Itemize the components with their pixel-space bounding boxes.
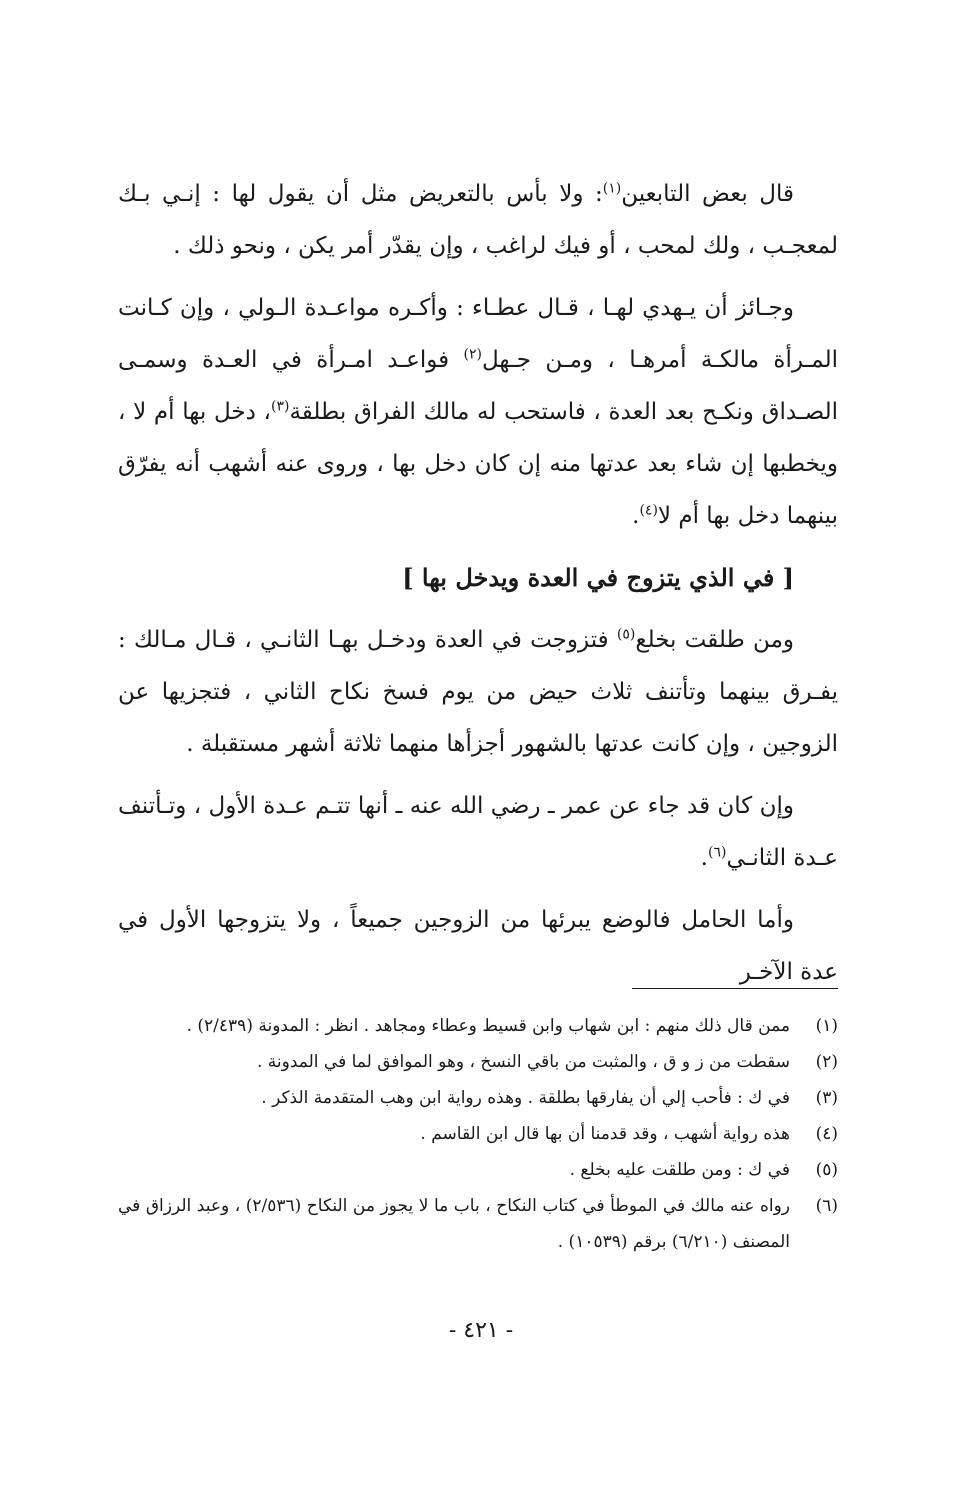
footnote-number: (١) [815, 1016, 838, 1036]
footnote-3 [118, 1080, 838, 1116]
paragraph-4: وإن كان قد جاء عن عمر ـ رضي الله عنه ـ أنها تتـم عـدة الأول ، وتـأتنف عـدة الثانـي$^{(٦)}$. [118, 793, 838, 871]
paragraph-5: وأما الحامل فالوضع يبرئها من الزوجين جميعاً ، ولا يتزوجها الأول في عدة الآخـر [118, 907, 838, 985]
page-number: - ٤٢١ - [448, 1318, 514, 1343]
footnote-6 [118, 1188, 838, 1260]
section-heading: [ في الذي يتزوج في العدة ويدخل بها ] [402, 563, 794, 592]
footnote-ref-2[interactable]: (٢) [463, 346, 482, 363]
footnote-ref-4[interactable]: (٤) [639, 502, 658, 519]
footnote-text: في ك : فأحب إلي أن يفارقها بطلقة . وهذه رواية ابن وهب المتقدمة الذكر . [261, 1088, 790, 1108]
footnote-text: ممن قال ذلك منهم : ابن شهاب وابن قسيط وعطاء ومجاهد . انظر : المدونة (٢/٤٣٩) . [186, 1016, 790, 1036]
footnote-number: (٢) [815, 1052, 838, 1072]
paragraph-3: ومن طلقت بخلع$^{(٥)}$ فتزوجت في العدة ودخـل بهـا الثانـي ، قـال مـالك : يفـرق بينهما وتأتنف ثلاث حيض من يوم فسخ نكاح الثاني ، فتجزيها عن الزوجين ، وإن كانت عدتها بالشهور أجزأها منهما ثلاثة أشهر مستقبلة . [118, 626, 838, 757]
footnote-2 [118, 1044, 838, 1080]
footnote-4 [118, 1116, 838, 1152]
footnote-text: هذه رواية أشهب ، وقد قدمنا أن بها قال ابن القاسم . [420, 1124, 790, 1144]
footnote-5 [118, 1152, 838, 1188]
footnote-ref-3[interactable]: (٣) [270, 398, 290, 415]
footnotes [118, 1008, 838, 1260]
footnote-number: (٤) [815, 1124, 838, 1144]
footnote-text: في ك : ومن طلقت عليه بخلع . [569, 1160, 790, 1180]
footnote-ref-5[interactable]: (٥) [616, 626, 636, 643]
footnote-1 [118, 1008, 838, 1044]
footnote-text: سقطت من ز و ق ، والمثبت من باقي النسخ ، وهو الموافق لما في المدونة . [257, 1052, 790, 1072]
footnote-ref-1[interactable]: (١) [602, 180, 622, 197]
footnote-number: (٣) [815, 1088, 838, 1108]
main-text [118, 168, 838, 1008]
footnote-number: (٥) [815, 1160, 838, 1180]
footnote-text: رواه عنه مالك في الموطأ في كتاب النكاح ، باب ما لا يجوز من النكاح (٢/٥٣٦) ، وعبد الرزاق في المصنف (٦/٢١٠) برقم (١٠٥٣٩) . [118, 1196, 791, 1252]
footnote-number: (٦) [815, 1196, 839, 1216]
paragraph-1: قال بعض التابعين$^{(١)}$: ولا بأس بالتعريض مثل أن يقول لها : إنـي بـك لمعجـب ، ولك لمحب ، أو فيك لراغب ، وإن يقدّر أمر يكن ، ونحو ذلك . [118, 180, 838, 259]
paragraph-2: وجـائز أن يـهدي لهـا ، قـال عطـاء : وأكـره مواعـدة الـولي ، وإن كـانت المـرأة مالكـة أمرهـا ، ومـن جـهل$^{(٢)}$ فواعـد امـرأة في العـدة وسمـى الصـداق ونكـح بعد العدة ، فاستحب له مالك الفراق بطلقة$^{(٣)}$، دخل بها أم لا ، ويخطبها إن شاء بعد عدتها منه إن كان دخل بها ، وروى عنه أشهب أنه يفرّق بينهما دخل بها أم لا$^{(٤)}$. [118, 295, 838, 529]
footnote-ref-6[interactable]: (٦) [707, 844, 727, 861]
footnote-divider [632, 988, 838, 989]
